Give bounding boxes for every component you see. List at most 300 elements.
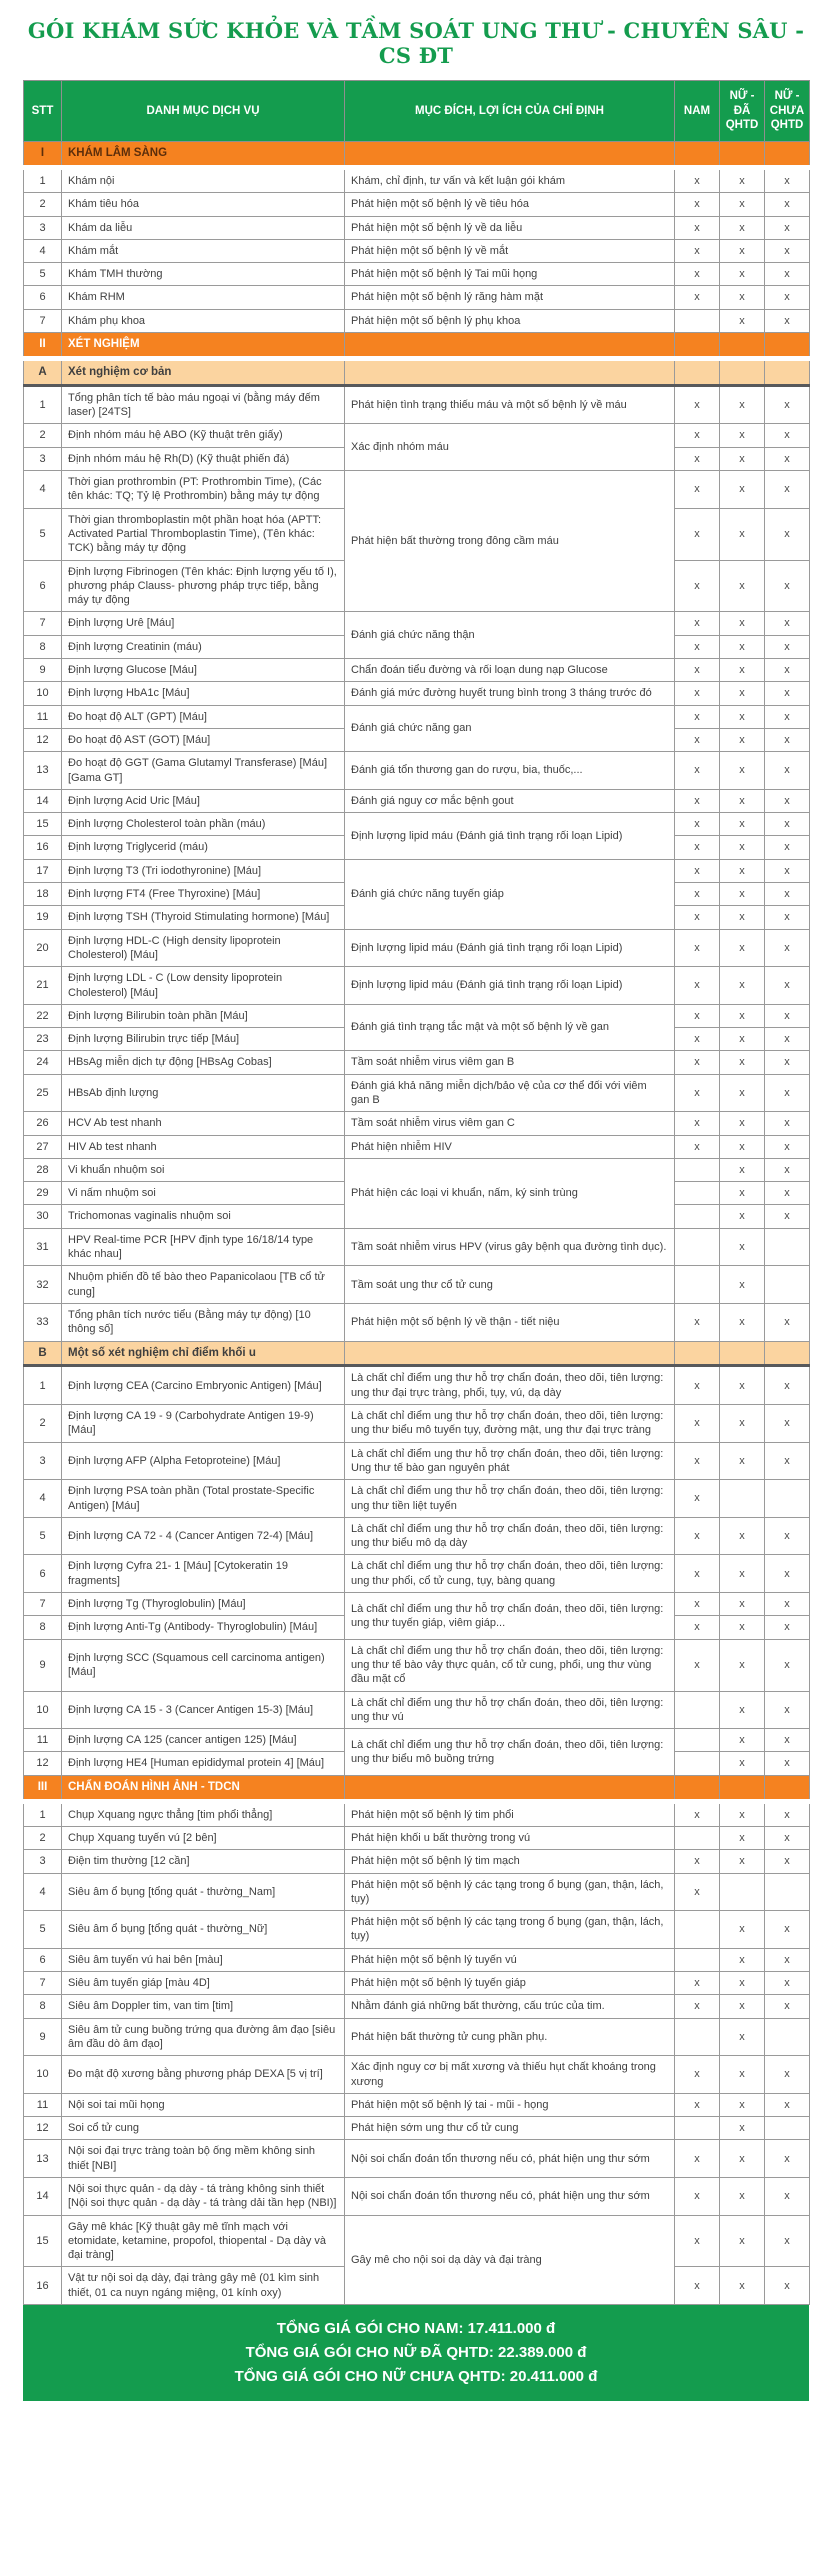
check-nam: x <box>675 1051 720 1074</box>
check-nu-da-qhtd: x <box>720 752 765 790</box>
check-nu-chua-qhtd: x <box>765 728 810 751</box>
row-stt: 4 <box>24 239 62 262</box>
check-nam <box>675 358 720 385</box>
purpose-text: Là chất chỉ điểm ung thư hỗ trợ chẩn đoán, theo dõi, tiên lượng: ung thư biểu mô buồng trứng <box>345 1729 675 1776</box>
row-stt: 13 <box>24 2140 62 2178</box>
row-stt: 10 <box>24 682 62 705</box>
check-nu-chua-qhtd: x <box>765 705 810 728</box>
service-name: Điện tim thường [12 cần] <box>62 1850 345 1873</box>
row-stt: 11 <box>24 705 62 728</box>
table-row <box>24 1228 810 1266</box>
check-nu-chua-qhtd: x <box>765 1028 810 1051</box>
service-name: Định lượng Triglycerid (máu) <box>62 836 345 859</box>
service-name: Định lượng SCC (Squamous cell carcinoma antigen) [Máu] <box>62 1639 345 1691</box>
check-nu-da-qhtd: x <box>720 682 765 705</box>
service-name: Định lượng AFP (Alpha Fetoproteine) [Máu] <box>62 1442 345 1480</box>
purpose-text: Là chất chỉ điểm ung thư hỗ trợ chẩn đoán, theo dõi, tiên lượng: ung thư vú <box>345 1691 675 1729</box>
service-name: Thời gian thromboplastin một phần hoạt hóa (APTT: Activated Partial Thromboplastin Time), (Tên khác: TCK) bằng máy tự động <box>62 508 345 560</box>
check-nam: x <box>675 1135 720 1158</box>
check-nu-da-qhtd <box>720 358 765 385</box>
row-stt: A <box>24 358 62 385</box>
service-name: Khám da liễu <box>62 216 345 239</box>
check-nu-chua-qhtd: x <box>765 1517 810 1555</box>
row-stt: 5 <box>24 263 62 286</box>
service-name: Khám mắt <box>62 239 345 262</box>
row-stt: 1 <box>24 1366 62 1405</box>
check-nu-da-qhtd: x <box>720 167 765 192</box>
check-nu-da-qhtd: x <box>720 1051 765 1074</box>
row-stt: 6 <box>24 286 62 309</box>
check-nu-chua-qhtd: x <box>765 1616 810 1639</box>
purpose-text: Là chất chỉ điểm ung thư hỗ trợ chẩn đoán, theo dõi, tiên lượng: ung thư biểu mô dạ dày <box>345 1517 675 1555</box>
service-name: Xét nghiệm cơ bản <box>62 358 345 385</box>
check-nam: x <box>675 859 720 882</box>
purpose-text: Chẩn đoán tiểu đường và rối loạn dung nạp Glucose <box>345 659 675 682</box>
purpose-text: Khám, chỉ định, tư vấn và kết luận gói khám <box>345 167 675 192</box>
table-row <box>24 1135 810 1158</box>
row-stt: 1 <box>24 1801 62 1826</box>
col-header-purpose: MỤC ĐÍCH, LỢI ÍCH CỦA CHỈ ĐỊNH <box>345 81 675 142</box>
check-nu-da-qhtd: x <box>720 967 765 1005</box>
check-nu-chua-qhtd: x <box>765 2178 810 2216</box>
service-name: Nội soi đại trực tràng toàn bộ ống mềm không sinh thiết [NBI] <box>62 2140 345 2178</box>
purpose-text: Nội soi chẩn đoán tổn thương nếu có, phát hiện ung thư sớm <box>345 2140 675 2178</box>
purpose-text: Xác định nguy cơ bị mất xương và thiếu hụt chất khoáng trong xương <box>345 2056 675 2094</box>
check-nu-da-qhtd: x <box>720 1135 765 1158</box>
total-price-nu-chua-qhtd: TỔNG GIÁ GÓI CHO NỮ CHƯA QHTD: 20.411.000 đ <box>234 2368 598 2386</box>
row-stt: 4 <box>24 1480 62 1518</box>
purpose-text: Gây mê cho nội soi dạ dày và đại tràng <box>345 2215 675 2304</box>
purpose-text: Là chất chỉ điểm ung thư hỗ trợ chẩn đoán, theo dõi, tiên lượng: ung thư tế bào vảy thực quản, cổ tử cung, phổi, ung thư vùng đầu mặt cổ <box>345 1639 675 1691</box>
check-nam: x <box>675 1303 720 1341</box>
check-nu-da-qhtd: x <box>720 1826 765 1849</box>
row-stt: 1 <box>24 167 62 192</box>
row-stt: 7 <box>24 1593 62 1616</box>
check-nu-chua-qhtd: x <box>765 813 810 836</box>
row-stt: 6 <box>24 1948 62 1971</box>
table-row <box>24 385 810 424</box>
check-nu-chua-qhtd: x <box>765 239 810 262</box>
check-nu-da-qhtd: x <box>720 2140 765 2178</box>
col-header-stt: STT <box>24 81 62 142</box>
check-nu-da-qhtd: x <box>720 1182 765 1205</box>
purpose-text: Phát hiện một số bệnh lý về mắt <box>345 239 675 262</box>
row-stt: 15 <box>24 813 62 836</box>
row-stt: 27 <box>24 1135 62 1158</box>
service-name: HBsAb định lượng <box>62 1074 345 1112</box>
purpose-text: Đánh giá chức năng gan <box>345 705 675 752</box>
row-stt: 1 <box>24 385 62 424</box>
check-nu-chua-qhtd: x <box>765 1074 810 1112</box>
check-nu-da-qhtd: x <box>720 1228 765 1266</box>
check-nam: x <box>675 2056 720 2094</box>
row-stt: 3 <box>24 1442 62 1480</box>
check-nam: x <box>675 2267 720 2305</box>
check-nam: x <box>675 263 720 286</box>
table-row <box>24 1639 810 1691</box>
row-stt: 19 <box>24 906 62 929</box>
check-nam: x <box>675 659 720 682</box>
row-stt: 16 <box>24 2267 62 2305</box>
check-nu-da-qhtd <box>720 1480 765 1518</box>
check-nu-da-qhtd: x <box>720 508 765 560</box>
purpose-text: Phát hiện một số bệnh lý phụ khoa <box>345 309 675 332</box>
check-nam: x <box>675 1405 720 1443</box>
check-nu-da-qhtd: x <box>720 859 765 882</box>
table-row <box>24 286 810 309</box>
check-nu-da-qhtd: x <box>720 1850 765 1873</box>
check-nam: x <box>675 2178 720 2216</box>
table-row <box>24 967 810 1005</box>
table-row <box>24 1442 810 1480</box>
row-stt: 32 <box>24 1266 62 1304</box>
table-row <box>24 612 810 635</box>
check-nam: x <box>675 1517 720 1555</box>
col-header-nu-da-qhtd: NỮ - ĐÃ QHTD <box>720 81 765 142</box>
check-nu-da-qhtd <box>720 1775 765 1801</box>
row-stt: 31 <box>24 1228 62 1266</box>
purpose-text: Định lượng lipid máu (Đánh giá tình trạng rối loạn Lipid) <box>345 813 675 860</box>
row-stt: 10 <box>24 1691 62 1729</box>
service-name: CHẨN ĐOÁN HÌNH ẢNH - TDCN <box>62 1775 345 1801</box>
table-row <box>24 1517 810 1555</box>
check-nu-da-qhtd: x <box>720 471 765 509</box>
table-row <box>24 1004 810 1027</box>
row-stt: 11 <box>24 1729 62 1752</box>
service-name: Nội soi tai mũi họng <box>62 2093 345 2116</box>
check-nu-chua-qhtd <box>765 1266 810 1304</box>
service-name: Định lượng TSH (Thyroid Stimulating hormone) [Máu] <box>62 906 345 929</box>
service-name: HIV Ab test nhanh <box>62 1135 345 1158</box>
service-name: Khám TMH thường <box>62 263 345 286</box>
check-nam: x <box>675 728 720 751</box>
check-nu-da-qhtd: x <box>720 286 765 309</box>
service-name: Định lượng Tg (Thyroglobulin) [Máu] <box>62 1593 345 1616</box>
purpose-text: Định lượng lipid máu (Đánh giá tình trạng rối loạn Lipid) <box>345 929 675 967</box>
table-row <box>24 1555 810 1593</box>
row-stt: 8 <box>24 635 62 658</box>
check-nam <box>675 1182 720 1205</box>
service-name: Đo hoạt độ AST (GOT) [Máu] <box>62 728 345 751</box>
check-nu-da-qhtd: x <box>720 1205 765 1228</box>
check-nam: x <box>675 447 720 470</box>
check-nu-da-qhtd: x <box>720 385 765 424</box>
service-name: Chụp Xquang tuyến vú [2 bên] <box>62 1826 345 1849</box>
table-row <box>24 193 810 216</box>
table-row <box>24 1729 810 1752</box>
row-stt: 3 <box>24 447 62 470</box>
check-nam: x <box>675 1442 720 1480</box>
purpose-text: Phát hiện bất thường tử cung phần phụ. <box>345 2018 675 2056</box>
check-nu-chua-qhtd: x <box>765 1112 810 1135</box>
table-row <box>24 239 810 262</box>
service-name: Định lượng CA 125 (cancer antigen 125) [Máu] <box>62 1729 345 1752</box>
row-stt: 26 <box>24 1112 62 1135</box>
check-nam <box>675 309 720 332</box>
row-stt: 2 <box>24 1826 62 1849</box>
purpose-text: Phát hiện một số bệnh lý về tiêu hóa <box>345 193 675 216</box>
check-nam <box>675 1826 720 1849</box>
purpose-text: Định lượng lipid máu (Đánh giá tình trạng rối loạn Lipid) <box>345 967 675 1005</box>
check-nu-chua-qhtd: x <box>765 1135 810 1158</box>
row-stt: 2 <box>24 424 62 447</box>
check-nu-da-qhtd: x <box>720 263 765 286</box>
row-stt: 6 <box>24 1555 62 1593</box>
table-row <box>24 1593 810 1616</box>
check-nam: x <box>675 424 720 447</box>
row-stt: 5 <box>24 1911 62 1949</box>
check-nu-chua-qhtd: x <box>765 2267 810 2305</box>
table-row <box>24 2140 810 2178</box>
service-name: Định lượng CA 15 - 3 (Cancer Antigen 15-3) [Máu] <box>62 1691 345 1729</box>
row-stt: B <box>24 1341 62 1366</box>
service-name: Định lượng FT4 (Free Thyroxine) [Máu] <box>62 883 345 906</box>
check-nam <box>675 1205 720 1228</box>
check-nu-chua-qhtd: x <box>765 929 810 967</box>
service-name: Siêu âm ổ bụng [tổng quát - thường_Nữ] <box>62 1911 345 1949</box>
purpose-text: Đánh giá chức năng tuyến giáp <box>345 859 675 929</box>
purpose-text: Phát hiện nhiễm HIV <box>345 1135 675 1158</box>
table-row <box>24 309 810 332</box>
service-name: HCV Ab test nhanh <box>62 1112 345 1135</box>
table-row <box>24 1051 810 1074</box>
purpose-text: Tầm soát ung thư cổ tử cung <box>345 1266 675 1304</box>
service-name: Định lượng Creatinin (máu) <box>62 635 345 658</box>
check-nu-da-qhtd: x <box>720 1074 765 1112</box>
check-nam: x <box>675 1074 720 1112</box>
col-header-service: DANH MỤC DỊCH VỤ <box>62 81 345 142</box>
check-nu-chua-qhtd: x <box>765 1366 810 1405</box>
row-stt: 4 <box>24 1873 62 1911</box>
check-nam: x <box>675 2215 720 2267</box>
purpose-text: Phát hiện bất thường trong đông cầm máu <box>345 471 675 612</box>
check-nu-chua-qhtd: x <box>765 424 810 447</box>
table-row <box>24 752 810 790</box>
purpose-text: Nội soi chẩn đoán tổn thương nếu có, phát hiện ung thư sớm <box>345 2178 675 2216</box>
table-row <box>24 2117 810 2140</box>
check-nam: x <box>675 1801 720 1826</box>
check-nam: x <box>675 1028 720 1051</box>
purpose-text: Là chất chỉ điểm ung thư hỗ trợ chẩn đoán, theo dõi, tiên lượng: ung thư tiền liệt tuyến <box>345 1480 675 1518</box>
purpose-text: Đánh giá tổn thương gan do rượu, bia, thuốc,... <box>345 752 675 790</box>
check-nam: x <box>675 752 720 790</box>
service-name: Định lượng Cholesterol toàn phần (máu) <box>62 813 345 836</box>
row-stt: 11 <box>24 2093 62 2116</box>
check-nu-chua-qhtd: x <box>765 659 810 682</box>
service-name: Định lượng CA 19 - 9 (Carbohydrate Antigen 19-9) [Máu] <box>62 1405 345 1443</box>
total-price-nu-da-qhtd: TỔNG GIÁ GÓI CHO NỮ ĐÃ QHTD: 22.389.000 đ <box>245 2344 587 2362</box>
service-name: Định lượng LDL - C (Low density lipoprotein Cholesterol) [Máu] <box>62 967 345 1005</box>
purpose-text: Nhằm đánh giá những bất thường, cấu trúc của tim. <box>345 1995 675 2018</box>
check-nam: x <box>675 2093 720 2116</box>
service-name: Định lượng PSA toàn phần (Total prostate-Specific Antigen) [Máu] <box>62 1480 345 1518</box>
check-nu-chua-qhtd: x <box>765 447 810 470</box>
check-nu-da-qhtd: x <box>720 1752 765 1775</box>
service-name: Nội soi thực quản - dạ dày - tá tràng không sinh thiết [Nội soi thực quản - dạ dày - tá tràng dải tần hẹp (NBI)] <box>62 2178 345 2216</box>
purpose-text: Là chất chỉ điểm ung thư hỗ trợ chẩn đoán, theo dõi, tiên lượng: ung thư tuyến giáp, viêm giáp... <box>345 1593 675 1640</box>
row-stt: 12 <box>24 1752 62 1775</box>
check-nu-da-qhtd: x <box>720 2018 765 2056</box>
purpose-text <box>345 333 675 359</box>
check-nu-da-qhtd: x <box>720 929 765 967</box>
check-nu-chua-qhtd: x <box>765 752 810 790</box>
check-nu-da-qhtd: x <box>720 1593 765 1616</box>
check-nam <box>675 333 720 359</box>
check-nu-chua-qhtd <box>765 142 810 168</box>
check-nu-chua-qhtd: x <box>765 167 810 192</box>
check-nu-da-qhtd: x <box>720 1639 765 1691</box>
row-stt: I <box>24 142 62 168</box>
table-row <box>24 471 810 509</box>
table-row <box>24 263 810 286</box>
service-name: Siêu âm tử cung buồng trứng qua đường âm đạo [siêu âm đầu dò âm đạo] <box>62 2018 345 2056</box>
check-nu-chua-qhtd: x <box>765 2140 810 2178</box>
check-nu-chua-qhtd <box>765 1228 810 1266</box>
check-nu-da-qhtd <box>720 1341 765 1366</box>
check-nu-da-qhtd: x <box>720 447 765 470</box>
check-nu-da-qhtd: x <box>720 2215 765 2267</box>
check-nam: x <box>675 1972 720 1995</box>
check-nam: x <box>675 2140 720 2178</box>
check-nu-da-qhtd: x <box>720 560 765 612</box>
check-nu-chua-qhtd: x <box>765 286 810 309</box>
check-nu-da-qhtd: x <box>720 883 765 906</box>
service-name: Khám RHM <box>62 286 345 309</box>
table-row <box>24 1972 810 1995</box>
service-name: Định lượng Anti-Tg (Antibody- Thyroglobulin) [Máu] <box>62 1616 345 1639</box>
purpose-text: Phát hiện các loại vi khuẩn, nấm, ký sinh trùng <box>345 1158 675 1228</box>
check-nu-chua-qhtd: x <box>765 1405 810 1443</box>
service-name: Khám phụ khoa <box>62 309 345 332</box>
check-nu-da-qhtd: x <box>720 1972 765 1995</box>
check-nu-da-qhtd: x <box>720 216 765 239</box>
check-nam: x <box>675 682 720 705</box>
row-stt: 23 <box>24 1028 62 1051</box>
check-nam: x <box>675 1004 720 1027</box>
service-name: Siêu âm Doppler tim, van tim [tim] <box>62 1995 345 2018</box>
check-nam: x <box>675 1112 720 1135</box>
table-row <box>24 167 810 192</box>
page-title: GÓI KHÁM SỨC KHỎE VÀ TẦM SOÁT UNG THƯ - CHUYÊN SÂU - CS ĐT <box>27 18 805 68</box>
purpose-text: Phát hiện một số bệnh lý tuyến vú <box>345 1948 675 1971</box>
check-nu-chua-qhtd: x <box>765 2056 810 2094</box>
check-nam <box>675 1911 720 1949</box>
check-nu-chua-qhtd: x <box>765 1205 810 1228</box>
row-stt: 4 <box>24 471 62 509</box>
check-nam <box>675 1752 720 1775</box>
check-nu-chua-qhtd: x <box>765 1948 810 1971</box>
table-row <box>24 2215 810 2267</box>
service-name: KHÁM LÂM SÀNG <box>62 142 345 168</box>
purpose-text: Phát hiện một số bệnh lý các tạng trong ổ bụng (gan, thận, lách, tụy) <box>345 1911 675 1949</box>
check-nu-chua-qhtd: x <box>765 906 810 929</box>
check-nu-chua-qhtd: x <box>765 635 810 658</box>
check-nam: x <box>675 789 720 812</box>
table-row <box>24 682 810 705</box>
check-nu-chua-qhtd: x <box>765 1729 810 1752</box>
table-row <box>24 2018 810 2056</box>
service-name: Tổng phân tích tế bào máu ngoại vi (bằng máy đếm laser) [24TS] <box>62 385 345 424</box>
service-name: Vi khuẩn nhuộm soi <box>62 1158 345 1181</box>
service-name: Một số xét nghiệm chỉ điểm khối u <box>62 1341 345 1366</box>
check-nam: x <box>675 813 720 836</box>
service-name: Khám tiêu hóa <box>62 193 345 216</box>
check-nu-chua-qhtd <box>765 1775 810 1801</box>
service-name: Nhuộm phiến đồ tế bào theo Papanicolaou [TB cổ tử cung] <box>62 1266 345 1304</box>
table-row <box>24 1995 810 2018</box>
row-stt: II <box>24 333 62 359</box>
row-stt: 18 <box>24 883 62 906</box>
check-nu-da-qhtd: x <box>720 1555 765 1593</box>
check-nu-chua-qhtd: x <box>765 1850 810 1873</box>
check-nu-da-qhtd: x <box>720 1442 765 1480</box>
row-stt: 9 <box>24 1639 62 1691</box>
row-stt: 7 <box>24 1972 62 1995</box>
health-package-table <box>23 80 810 2305</box>
row-stt: 12 <box>24 728 62 751</box>
check-nam <box>675 1948 720 1971</box>
check-nu-chua-qhtd: x <box>765 1593 810 1616</box>
service-name: Trichomonas vaginalis nhuộm soi <box>62 1205 345 1228</box>
check-nam: x <box>675 1995 720 2018</box>
table-row <box>24 1405 810 1443</box>
check-nu-chua-qhtd: x <box>765 883 810 906</box>
table-row <box>24 1691 810 1729</box>
col-header-nu-chua-qhtd: NỮ - CHƯA QHTD <box>765 81 810 142</box>
check-nam: x <box>675 1873 720 1911</box>
check-nam: x <box>675 385 720 424</box>
check-nu-chua-qhtd <box>765 1873 810 1911</box>
check-nu-chua-qhtd: x <box>765 508 810 560</box>
check-nu-chua-qhtd: x <box>765 1826 810 1849</box>
check-nu-da-qhtd: x <box>720 1801 765 1826</box>
check-nu-da-qhtd: x <box>720 2267 765 2305</box>
check-nu-da-qhtd: x <box>720 193 765 216</box>
check-nu-da-qhtd: x <box>720 1995 765 2018</box>
table-row <box>24 1112 810 1135</box>
row-stt: 10 <box>24 2056 62 2094</box>
check-nam: x <box>675 612 720 635</box>
check-nu-chua-qhtd: x <box>765 2215 810 2267</box>
check-nu-da-qhtd: x <box>720 1028 765 1051</box>
table-row <box>24 1266 810 1304</box>
check-nam <box>675 1158 720 1181</box>
check-nu-da-qhtd: x <box>720 1405 765 1443</box>
check-nu-da-qhtd: x <box>720 659 765 682</box>
purpose-text: Là chất chỉ điểm ung thư hỗ trợ chẩn đoán, theo dõi, tiên lượng: ung thư đại trực tràng, phổi, tụy, vú, dạ dày <box>345 1366 675 1405</box>
table-row <box>24 1074 810 1112</box>
check-nu-chua-qhtd: x <box>765 1442 810 1480</box>
purpose-text: Xác định nhóm máu <box>345 424 675 471</box>
service-name: Đo hoạt độ ALT (GPT) [Máu] <box>62 705 345 728</box>
purpose-text: Đánh giá nguy cơ mắc bệnh gout <box>345 789 675 812</box>
check-nu-chua-qhtd <box>765 1480 810 1518</box>
check-nu-da-qhtd: x <box>720 1366 765 1405</box>
purpose-text: Phát hiện một số bệnh lý các tạng trong ổ bụng (gan, thận, lách, tụy) <box>345 1873 675 1911</box>
check-nu-da-qhtd: x <box>720 1112 765 1135</box>
check-nu-da-qhtd: x <box>720 1948 765 1971</box>
section-row <box>24 142 810 168</box>
row-stt: 20 <box>24 929 62 967</box>
row-stt: 5 <box>24 508 62 560</box>
check-nu-da-qhtd: x <box>720 309 765 332</box>
purpose-text: Đánh giá tình trạng tắc mật và một số bệnh lý về gan <box>345 1004 675 1051</box>
check-nu-chua-qhtd: x <box>765 1995 810 2018</box>
check-nu-da-qhtd: x <box>720 1004 765 1027</box>
check-nu-da-qhtd: x <box>720 789 765 812</box>
table-row <box>24 1826 810 1849</box>
service-name: Định lượng Glucose [Máu] <box>62 659 345 682</box>
